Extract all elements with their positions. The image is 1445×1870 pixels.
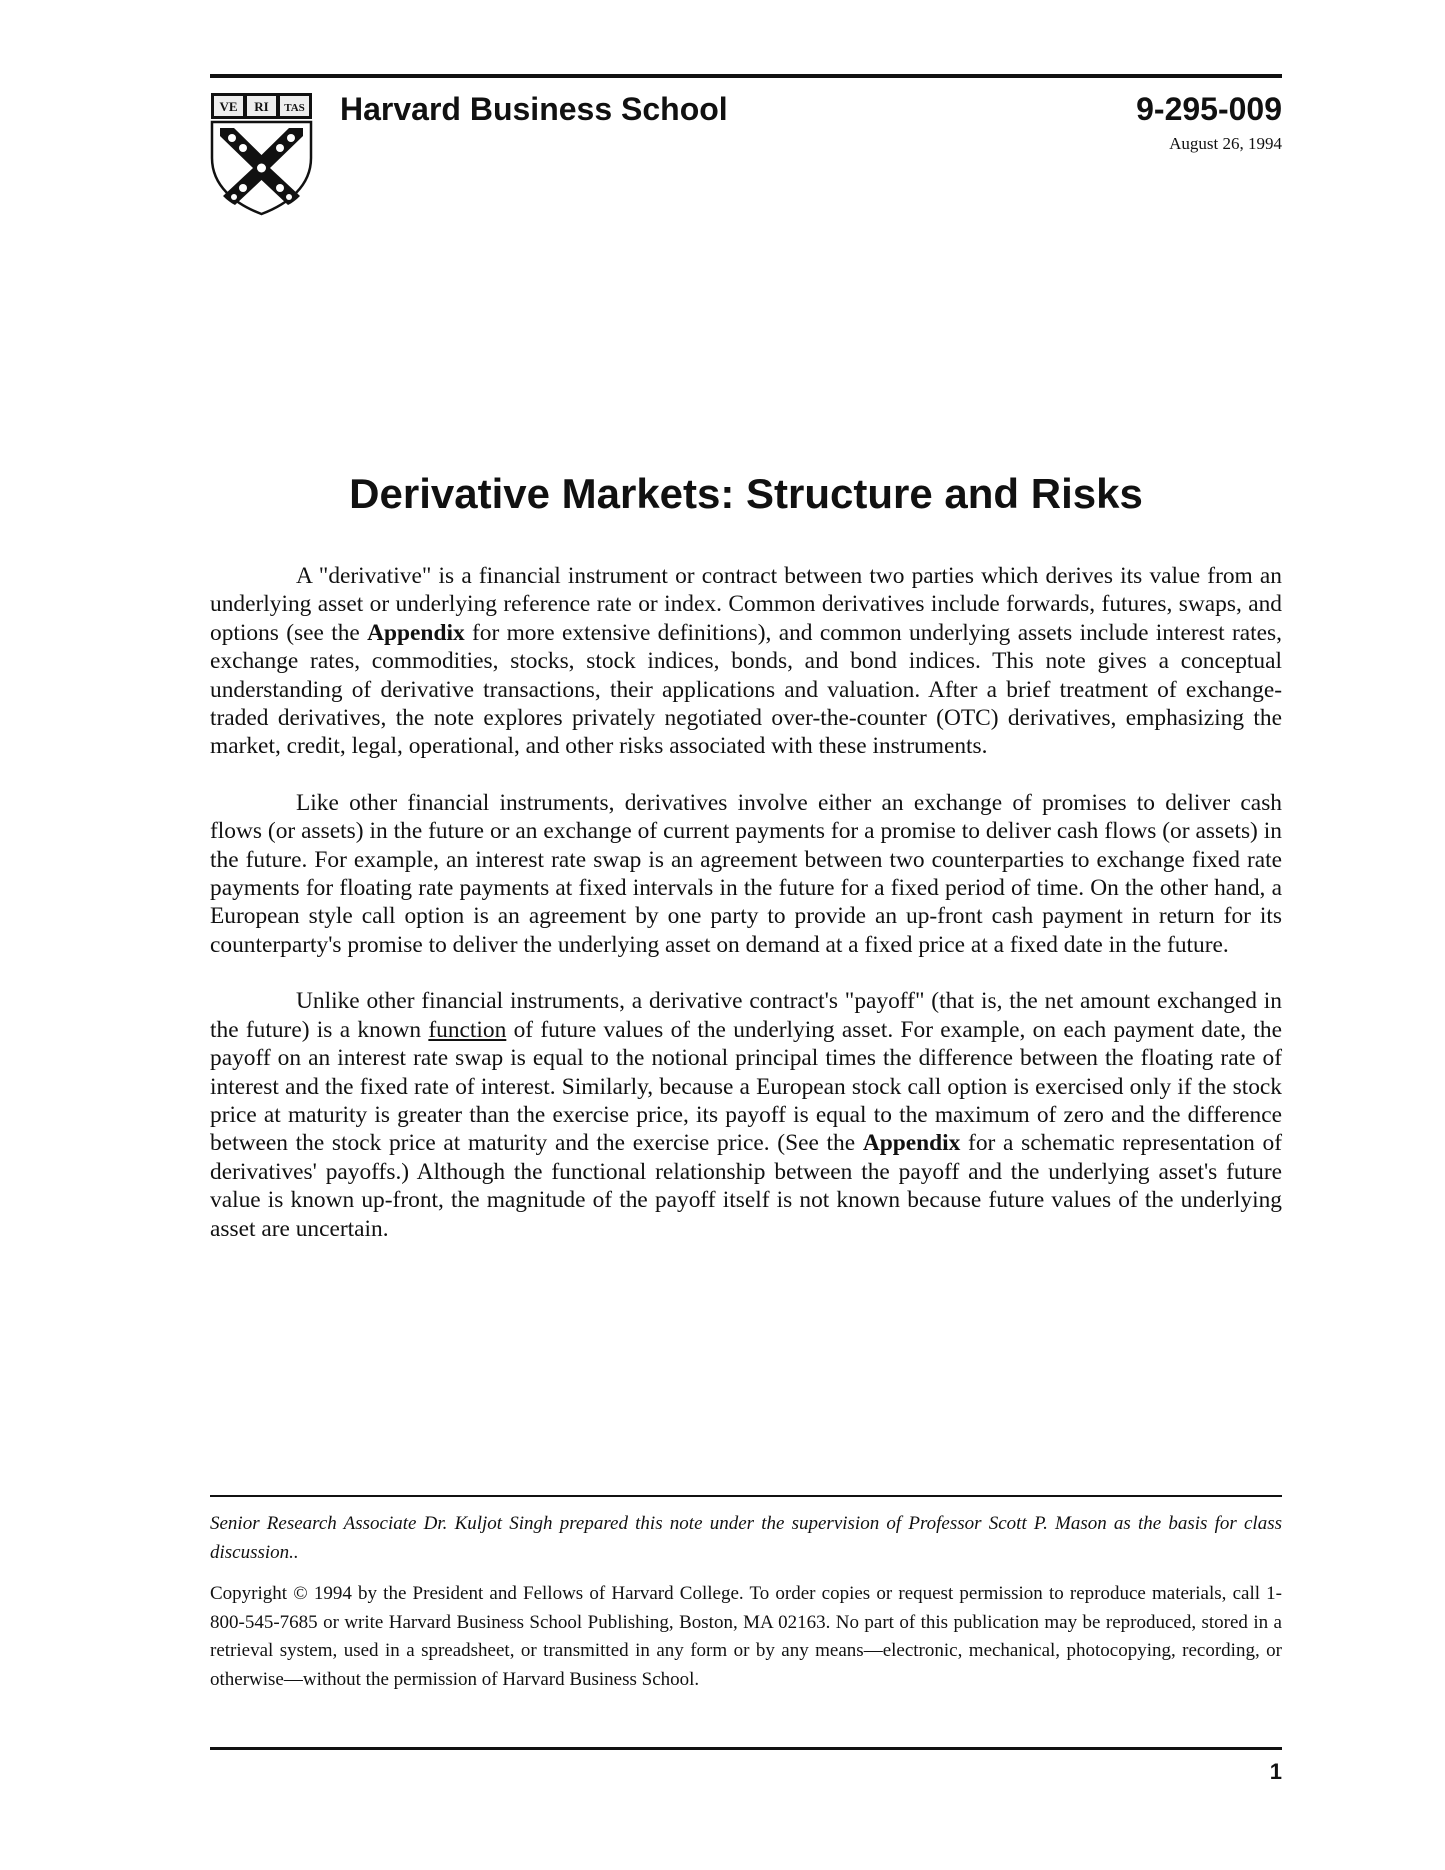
- crest-motto-tas: TAS: [284, 102, 305, 114]
- body-text: [210, 562, 1282, 1271]
- paragraph-1: [210, 562, 1282, 761]
- page-title: Derivative Markets: Structure and Risks: [349, 470, 1143, 517]
- appendix-reference: Appendix: [862, 1130, 961, 1157]
- paragraph-2: Like other financial instruments, derivatives involve either an exchange of promises to deliver cash flows (or assets) in the future or an exchange of current payments for a promise to deliver cash flows (or assets) in the future. For example, an interest rate swap is an agreement between two counterparties to exchange fixed rate payments for floating rate payments at fixed intervals in the future for a fixed period of time. On the other hand, a European style call option is an agreement by one party to provide an up-front cash payment in return for its counterparty's promise to deliver the underlying asset on demand at a fixed price at a fixed date in the future.: [210, 789, 1282, 958]
- paragraph-3: [210, 987, 1282, 1243]
- appendix-reference: Appendix: [367, 619, 465, 646]
- author-credit: Senior Research Associate Dr. Kuljot Singh prepared this note under the supervision of Professor Scott P. Mason as the basis for class discussion..: [210, 1513, 1282, 1563]
- header-rule: [210, 74, 1282, 78]
- paragraph-3-text-b: of future values of the underlying asset. For example, on each payment date, the payoff on an interest rate swap is equal to the notional principal times the difference between the floating rate of interest and the fixed rate of interest. Similarly, because a European stock call option is exercised only if the stock price at maturity is greater than the exercise price, its payoff is equal to the maximum of zero and the difference between the stock price at maturity and the exercise price. (See the: [210, 1016, 1282, 1157]
- paragraph-1-text-a: A "derivative" is a financial instrument or contract between two parties which derives its value from an underlying asset or underlying reference rate or index. Common derivatives include forwards, futures, swaps, and options (see the: [210, 563, 1282, 646]
- crest-motto-ve: VE: [219, 99, 238, 114]
- footnote-rule: [210, 1495, 1282, 1497]
- harvard-veritas-shield-icon: [210, 92, 313, 216]
- paragraph-1-text-b: for more extensive definitions), and common underlying assets include interest rates, exchange rates, commodities, stocks, stock indices, bonds, and bond indices. This note gives a conceptual understanding of derivative transactions, their applications and valuation. After a brief treatment of exchange-traded derivatives, the note explores privately negotiated over-the-counter (OTC) derivatives, emphasizing the market, credit, legal, operational, and other risks associated with these instruments.: [210, 619, 1282, 760]
- document-number: 9-295-009: [1136, 91, 1282, 127]
- school-name: Harvard Business School: [340, 91, 728, 127]
- paragraph-3-text-c: for a schematic representation of derivatives' payoffs.) Although the functional relationship between the payoff and the underlying asset's future value is known up-front, the magnitude of the payoff itself is not known because future values of the underlying asset are uncertain.: [210, 1130, 1282, 1242]
- document-page: [210, 0, 1282, 1870]
- page-number: 1: [1269, 1759, 1282, 1784]
- copyright-notice: Copyright © 1994 by the President and Fellows of Harvard College. To order copies or request permission to reproduce materials, call 1-800-545-7685 or write Harvard Business School Publishing, Boston, MA 02163. No part of this publication may be reproduced, stored in a retrieval system, used in a spreadsheet, or transmitted in any form or by any means—electronic, mechanical, photocopying, recording, or otherwise—without the permission of Harvard Business School.: [210, 1583, 1282, 1690]
- paragraph-3-text-a: Unlike other financial instruments, a derivative contract's "payoff" (that is, the net amount exchanged in the future) is a known: [210, 988, 1282, 1043]
- function-emphasis: function: [428, 1016, 507, 1043]
- crest-motto-ri: RI: [254, 99, 269, 114]
- document-date: August 26, 1994: [1169, 134, 1282, 153]
- footer-rule: [210, 1747, 1282, 1750]
